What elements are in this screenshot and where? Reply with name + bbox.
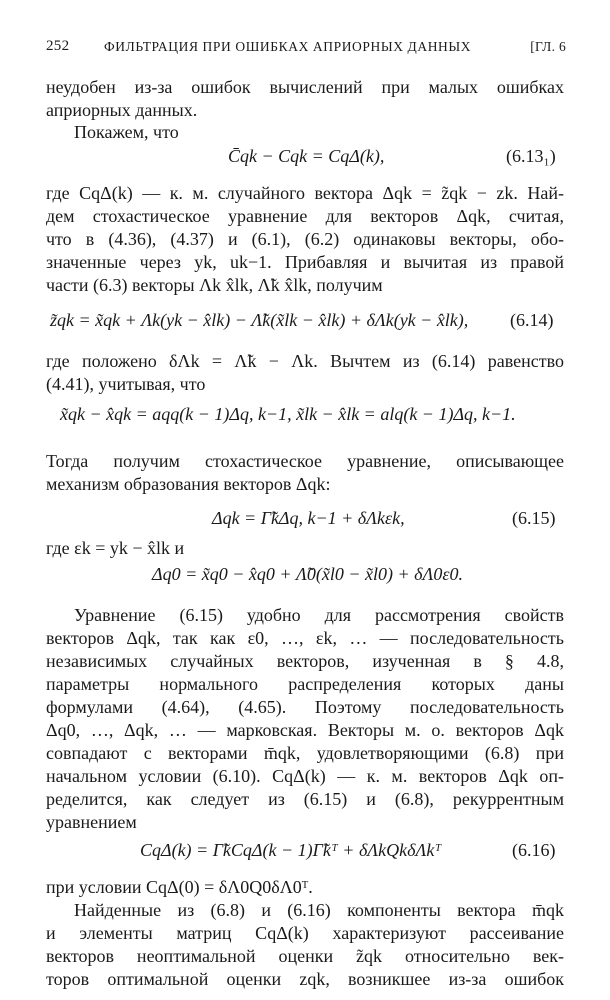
text-line: априорных данных.	[46, 100, 198, 120]
equation-6-15: Δqk = Γ̃kΔq, k−1 + δΛkεk,	[212, 508, 405, 528]
text-line: Тогда получим стохастическое уравнение, описывающее	[46, 451, 564, 471]
text-line: дем стохастическое уравнение для векторов Δqk, считая,	[46, 206, 564, 226]
text-line: начальном условии (6.10). CqΔ(k) — к. м. векторов Δqk оп-	[46, 766, 564, 786]
equation-number: (6.15)	[512, 508, 556, 528]
text-line: неудобен из-за ошибок вычислений при малых ошибках	[46, 77, 564, 97]
text-line: Покажем, что	[74, 122, 179, 142]
text-line: уравнением	[46, 812, 137, 832]
equation-errors: x̃qk − x̂qk = aqq(k − 1)Δq, k−1, x̃lk − x̂lk = alq(k − 1)Δq, k−1.	[60, 404, 516, 424]
chapter-label: [ГЛ. 6	[530, 39, 566, 54]
text-line: где CqΔ(k) — к. м. случайного вектора Δqk = z̃qk − zk. Най-	[46, 183, 564, 203]
text-line: где положено δΛk = Λ̃k − Λk. Вычтем из (6.14) равенство	[46, 351, 564, 371]
equation-6-16: CqΔ(k) = Γ̃kCqΔ(k − 1)Γ̃kᵀ + δΛkQkδΛkᵀ	[140, 840, 442, 860]
text-line: векторов Δqk, так как ε0, …, εk, … — последовательность	[46, 628, 564, 648]
text-line: (4.41), учитывая, что	[46, 374, 206, 394]
equation-number: (6.13₁)	[506, 146, 556, 166]
text-line: Найденные из (6.8) и (6.16) компоненты вектора m̄qk	[74, 900, 564, 920]
equation-6-13: C̄qk − Cqk = CqΔ(k),	[228, 146, 385, 166]
text-line: механизм образования векторов Δqk:	[46, 474, 331, 494]
text-line: независимых случайных векторов, изученная в § 4.8,	[46, 651, 564, 671]
text-line: части (6.3) векторы Λk x̂lk, Λ̃k x̂lk, получим	[46, 275, 383, 295]
text-line: торов оптимальной оценки zqk, возникшее из-за ошибок	[46, 969, 564, 989]
text-line: векторов неоптимальной оценки z̃qk относительно век-	[46, 946, 564, 966]
running-title: ФИЛЬТРАЦИЯ ПРИ ОШИБКАХ АПРИОРНЫХ ДАННЫХ	[104, 39, 472, 54]
equation-initial: Δq0 = x̃q0 − x̂q0 + Λ̃0(x̃l0 − x̃l0) + δΛ0ε0.	[152, 564, 463, 584]
page-number: 252	[46, 38, 70, 54]
equation-number: (6.16)	[512, 840, 556, 860]
text-line: при условии CqΔ(0) = δΛ0Q0δΛ0ᵀ.	[46, 877, 313, 897]
text-line: Уравнение (6.15) удобно для рассмотрения свойств	[74, 605, 564, 625]
equation-6-14: z̃qk = x̃qk + Λk(yk − x̂lk) − Λ̃k(x̃lk − x̂lk) + δΛk(yk − x̂lk),	[50, 310, 469, 330]
text-line: ределится, как следует из (6.15) и (6.8), рекуррентным	[46, 789, 564, 809]
text-line: значенные через yk, uk−1. Прибавляя и вычитая из правой	[46, 252, 564, 272]
text-line: где εk = yk − x̂lk и	[46, 538, 185, 558]
text-line: формулами (4.64), (4.65). Поэтому последовательность	[46, 697, 564, 717]
text-line: Δq0, …, Δqk, … — марковская. Векторы м. о. векторов Δqk	[46, 720, 564, 740]
text-line: и элементы матриц CqΔ(k) характеризуют рассеивание	[46, 923, 564, 943]
text-line: параметры нормального распределения которых даны	[46, 674, 564, 694]
text-line: совпадают с векторами m̄qk, удовлетворяющими (6.8) при	[46, 743, 564, 763]
equation-number: (6.14)	[510, 310, 554, 330]
page-header	[46, 38, 566, 60]
text-line: что в (4.36), (4.37) и (6.1), (6.2) одинаковы векторы, обо-	[46, 229, 564, 249]
